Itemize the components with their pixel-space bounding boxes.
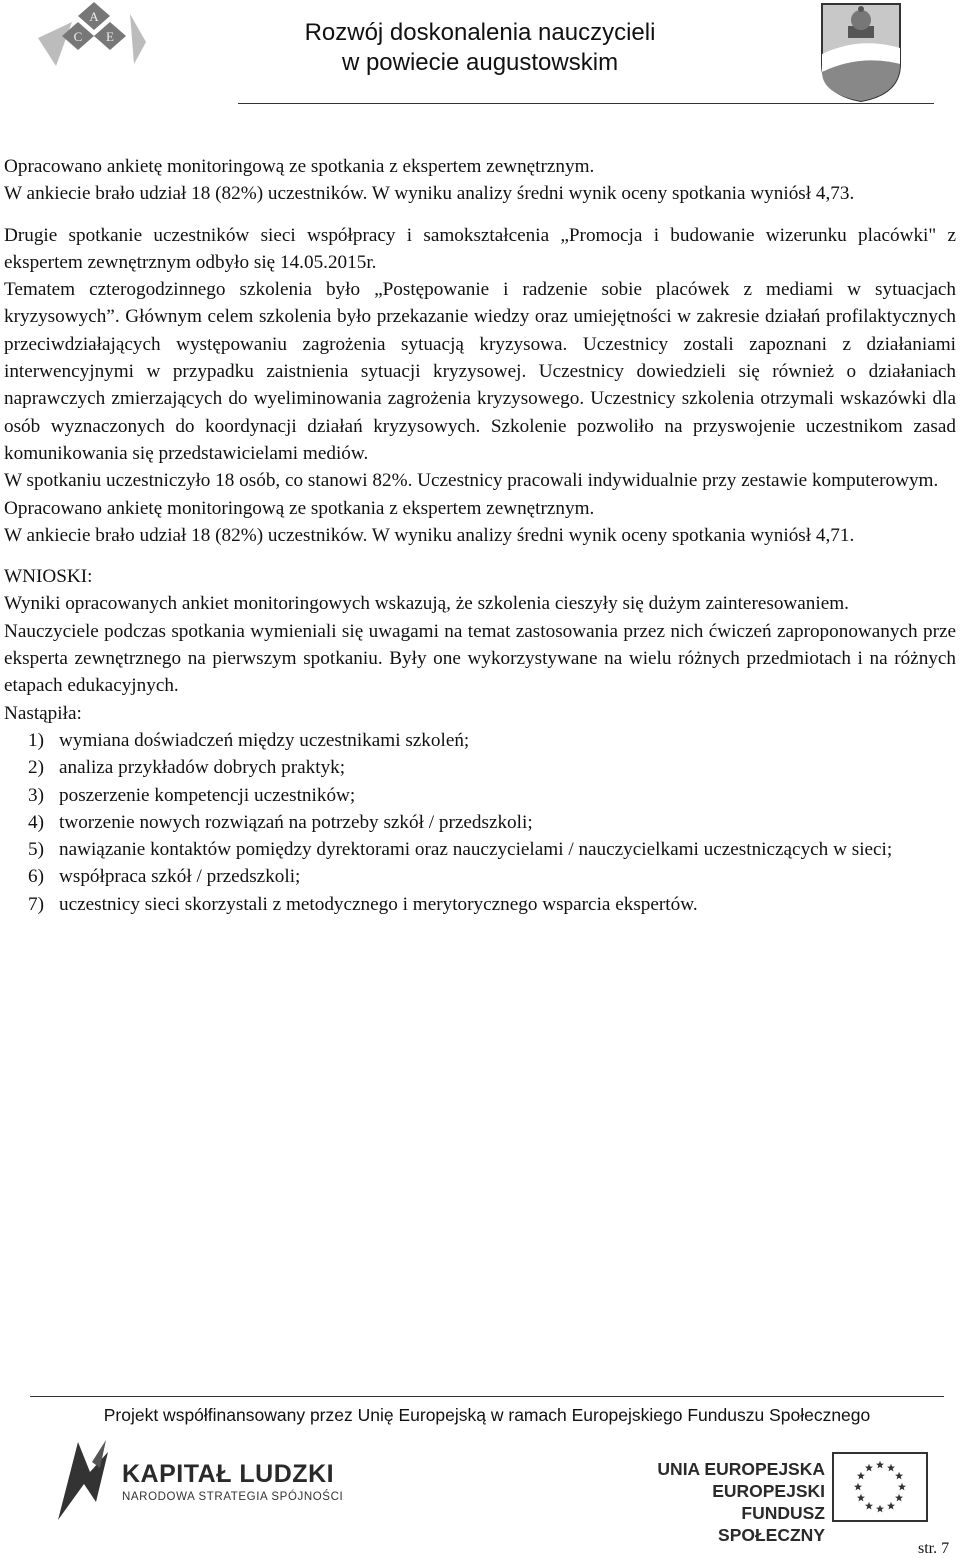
- list-item-text: poszerzenie kompetencji uczestników;: [59, 784, 356, 806]
- eu-label-line2: EUROPEJSKI: [712, 1481, 825, 1501]
- logo-letter-a: A: [89, 9, 99, 24]
- paragraph: W ankiecie brało udział 18 (82%) uczestników. W wyniku analizy średni wynik oceny spotkania wyniósł 4,71.: [4, 524, 855, 546]
- kapital-ludzki-subtitle: NARODOWA STRATEGIA SPÓJNOŚCI: [122, 1491, 344, 1503]
- eu-label-line1: UNIA EUROPEJSKA: [657, 1459, 825, 1479]
- document-body: [4, 153, 956, 918]
- paragraph: Opracowano ankietę monitoringową ze spotkania z ekspertem zewnętrznym.: [4, 497, 595, 519]
- list-item: [4, 754, 956, 781]
- footer-project-line: Projekt współfinansowany przez Unię Europejską w ramach Europejskiego Funduszu Społecznego: [103, 1405, 871, 1425]
- list-item-text: analiza przykładów dobrych praktyk;: [59, 757, 346, 779]
- county-crest-icon: [820, 2, 902, 102]
- paragraph: Drugie spotkanie uczestników sieci współpracy i samokształcenia „Promocja i budowanie wizerunku placówki" z ekspertem zewnętrznym odbyło się 14.05.2015r.: [4, 224, 956, 273]
- list-item-number: 3): [28, 784, 44, 806]
- list-item: [4, 782, 956, 809]
- paragraph: W ankiecie brało udział 18 (82%) uczestników. W wyniku analizy średni wynik oceny spotkania wyniósł 4,73.: [4, 183, 855, 205]
- outcomes-list: [4, 727, 956, 918]
- list-item: [4, 891, 956, 918]
- list-item-number: 2): [28, 757, 44, 779]
- header-title-line2: w powiecie augustowskim: [341, 49, 619, 76]
- list-item-text: wymiana doświadczeń między uczestnikami szkoleń;: [59, 729, 470, 751]
- list-item-number: 1): [28, 729, 44, 751]
- list-item-number: 5): [28, 839, 44, 861]
- paragraph: Opracowano ankietę monitoringową ze spotkania z ekspertem zewnętrznym.: [4, 156, 595, 177]
- list-item-number: 6): [28, 866, 44, 888]
- list-item: [4, 727, 956, 754]
- header-title-line1: Rozwój doskonalenia nauczycieli: [304, 19, 656, 46]
- list-item: [4, 863, 956, 890]
- footer-divider: [30, 1396, 944, 1397]
- list-item: [4, 809, 956, 836]
- header-title: [230, 18, 730, 78]
- cae-logo: [38, 2, 148, 74]
- list-item-text: uczestnicy sieci skorzystali z metodycznego i merytorycznego wsparcia ekspertów.: [59, 893, 698, 915]
- page-number: str. 7: [918, 1540, 950, 1557]
- header-divider: [238, 103, 934, 104]
- list-item-text: współpraca szkół / przedszkoli;: [59, 866, 301, 888]
- list-item-text: nawiązanie kontaktów pomiędzy dyrektorami oraz nauczycielami / nauczycielkami uczestniczących w sieci;: [59, 839, 893, 861]
- eu-label-line3: FUNDUSZ SPOŁECZNY: [718, 1503, 825, 1545]
- logo-letter-c: C: [73, 29, 83, 44]
- list-item: [4, 836, 956, 863]
- paragraph: Tematem czterogodzinnego szkolenia było „Postępowanie i radzenie sobie placówek z mediami w sytuacjach kryzysowych”. Głównym celem szkolenia było przekazanie wiedzy oraz umiejętności w zakresie działań profilaktycznych przeciwdziałających występowaniu zagrożenia sytuacją kryzysowa. Uczestnicy zostali zapoznani z działaniami interwencyjnymi w przypadku zaistnienia sytuacji kryzysowej. Uczestnicy dowiedzieli się również o działaniach naprawczych zmierzających do wyeliminowania zagrożenia kryzysowego. Uczestnicy szkolenia otrzymali wskazówki dla osób wyznaczonych do koordynacji działań kryzysowych. Szkolenie pozwoliło na przyswojenie uczestnikom zasad komunikowania się przedstawicielami mediów.: [4, 279, 956, 464]
- list-item-number: 4): [28, 811, 44, 833]
- eu-flag-icon: [832, 1452, 928, 1522]
- list-item-number: 7): [28, 893, 44, 915]
- list-item-text: tworzenie nowych rozwiązań na potrzeby szkół / przedszkoli;: [59, 811, 533, 833]
- paragraph: Nauczyciele podczas spotkania wymieniali się uwagami na temat zastosowania przez nich ćwiczeń zaproponowanych prze eksperta zewnętrznego na pierwszym spotkaniu. Były one wykorzystywane na wielu różnych przedmiotach i na różnych etapach edukacyjnych.: [4, 620, 956, 697]
- conclusions-heading: WNIOSKI:: [4, 566, 93, 588]
- list-heading: Nastąpiła:: [4, 702, 82, 724]
- eu-label: [640, 1458, 825, 1546]
- paragraph: W spotkaniu uczestniczyło 18 osób, co stanowi 82%. Uczestnicy pracowali indywidualnie przy zestawie komputerowym.: [4, 470, 939, 492]
- logo-letter-e: E: [106, 29, 114, 44]
- kapital-ludzki-title: KAPITAŁ LUDZKI: [122, 1460, 335, 1488]
- paragraph: Wyniki opracowanych ankiet monitoringowych wskazują, że szkolenia cieszyły się dużym zainteresowaniem.: [4, 593, 849, 615]
